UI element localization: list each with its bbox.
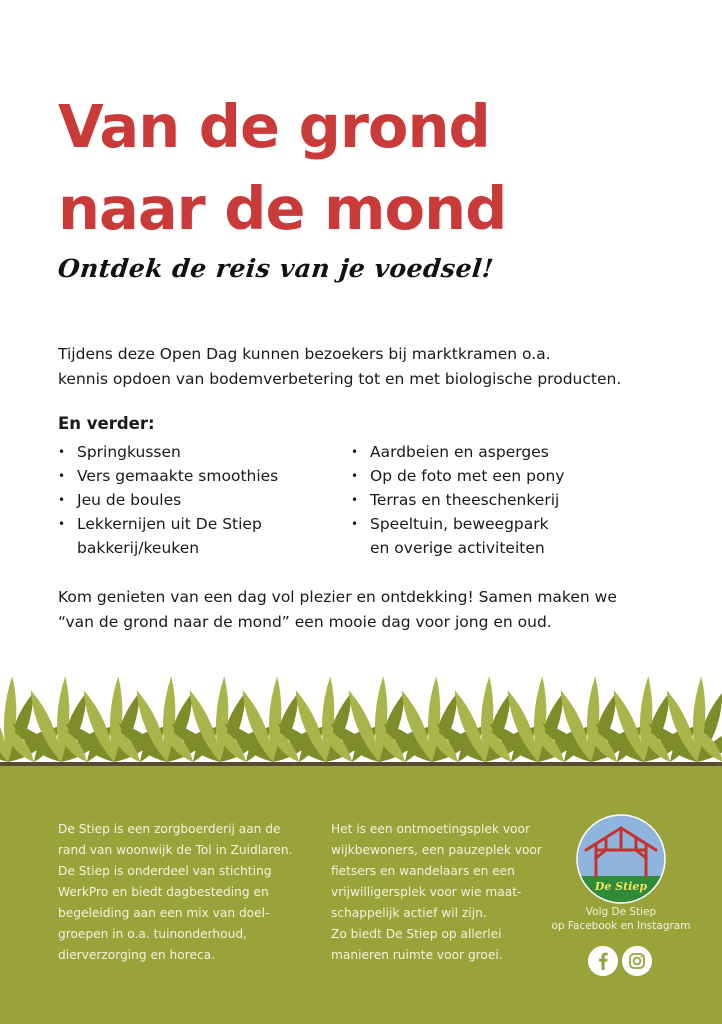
activities-list-left: [58, 440, 328, 560]
footer-text-middle: [331, 819, 561, 966]
outro-line-2: “van de grond naar de mond” een mooie dag voor jong en oud.: [58, 613, 552, 631]
plants-illustration: [0, 672, 722, 764]
logo-text: De Stiep: [594, 880, 648, 893]
footer-line: Het is een ontmoetingsplek voor: [331, 822, 530, 836]
footer-line: De Stiep is een zorgboerderij aan de: [58, 822, 281, 836]
list-item: • Lekkernijen uit De Stiep: [58, 512, 328, 536]
facebook-icon[interactable]: [588, 946, 618, 976]
list-item: • Speeltuin, beweegpark: [351, 512, 651, 536]
footer-line: vrijwilligersplek voor wie maat-: [331, 885, 522, 899]
page-title: [58, 86, 506, 250]
outro-paragraph: [58, 585, 678, 635]
footer-line: begeleiding aan een mix van doel-: [58, 906, 270, 920]
list-item: • Vers gemaakte smoothies: [58, 464, 328, 488]
intro-paragraph: [58, 342, 668, 392]
footer: [0, 762, 722, 1024]
list-item: • Terras en theeschenkerij: [351, 488, 651, 512]
list-item: • Springkussen: [58, 440, 328, 464]
footer-text-left: [58, 819, 318, 966]
list-item: • Aardbeien en asperges: [351, 440, 651, 464]
footer-line: fietsers en wandelaars en een: [331, 864, 515, 878]
follow-line-1: Volg De Stiep: [585, 906, 657, 918]
instagram-icon[interactable]: [622, 946, 652, 976]
footer-line: WerkPro en biedt dagbesteding en: [58, 885, 269, 899]
follow-text: [548, 905, 694, 933]
list-item-continuation: en overige activiteiten: [370, 539, 545, 557]
intro-line-2: kennis opdoen van bodemverbetering tot en met biologische producten.: [58, 370, 622, 388]
footer-line: rand van woonwijk de Tol in Zuidlaren.: [58, 843, 293, 857]
outro-line-1: Kom genieten van een dag vol plezier en ontdekking! Samen maken we: [58, 588, 617, 606]
list-item-continuation: bakkerij/keuken: [77, 539, 200, 557]
follow-line-2: op Facebook en Instagram: [551, 920, 691, 932]
footer-line: wijkbewoners, een pauzeplek voor: [331, 843, 542, 857]
title-line-1: Van de grond: [58, 92, 490, 161]
intro-line-1: Tijdens deze Open Dag kunnen bezoekers bij marktkramen o.a.: [58, 345, 551, 363]
footer-line: De Stiep is onderdeel van stichting: [58, 864, 272, 878]
list-item: • Op de foto met een pony: [351, 464, 651, 488]
footer-line: groepen in o.a. tuinonderhoud,: [58, 927, 247, 941]
footer-line: schappelijk actief wil zijn.: [331, 906, 487, 920]
title-line-2: naar de mond: [58, 174, 507, 243]
soil-strip: [0, 762, 722, 766]
list-item: • Jeu de boules: [58, 488, 328, 512]
footer-line: dierverzorging en horeca.: [58, 948, 216, 962]
de-stiep-logo: [576, 814, 666, 904]
more-heading: En verder:: [58, 414, 155, 433]
footer-line: manieren ruimte voor groei.: [331, 948, 503, 962]
subtitle: Ontdek de reis van je voedsel!: [56, 254, 496, 283]
activities-list-right: [351, 440, 651, 560]
footer-line: Zo biedt De Stiep op allerlei: [331, 927, 502, 941]
